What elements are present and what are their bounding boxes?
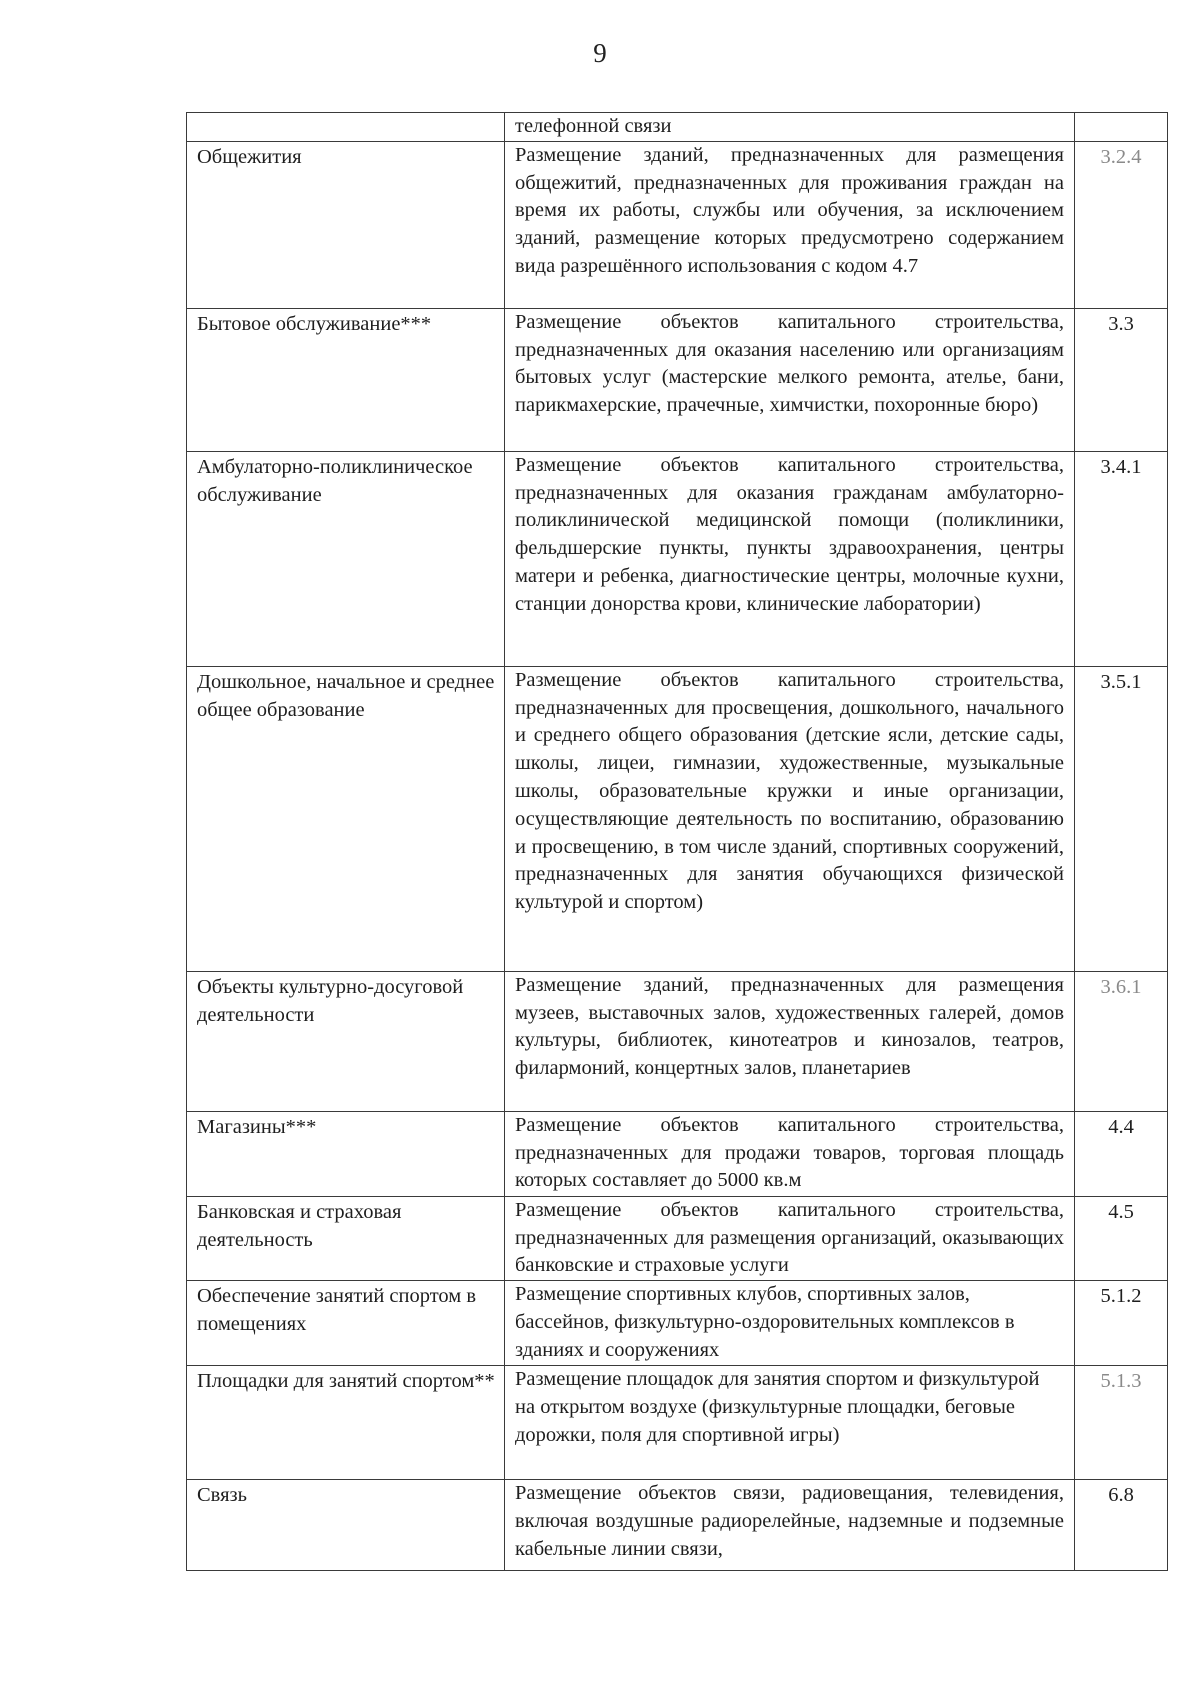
use-code: 5.1.2	[1100, 1285, 1142, 1308]
use-code	[1075, 113, 1167, 115]
use-name-cell	[187, 451, 505, 666]
table-row	[187, 971, 1168, 1111]
use-description: телефонной связи	[515, 115, 672, 137]
use-name: Площадки для занятий спортом**	[197, 1370, 495, 1393]
use-name-cell	[187, 1480, 505, 1571]
use-name-cell	[187, 1196, 505, 1280]
use-name: Объекты культурно-досуговой деятельности	[197, 975, 464, 1026]
table-row	[187, 308, 1168, 451]
use-code-cell	[1075, 308, 1168, 451]
use-code-cell	[1075, 1480, 1168, 1571]
use-code: 3.4.1	[1100, 455, 1142, 478]
use-description-cell	[505, 113, 1075, 142]
use-code-cell	[1075, 971, 1168, 1111]
land-use-table	[186, 112, 1168, 1571]
table-row	[187, 141, 1168, 308]
use-name-cell	[187, 1111, 505, 1196]
use-name	[187, 113, 504, 115]
use-code-cell	[1075, 666, 1168, 971]
use-description: Размещение объектов капитального строительства, предназначенных для просвещения, дошкольного, начального и среднего общего образования (детские ясли, детские сады, школы, лицеи, гимназии, художественные, музыкальные школы, образовательные кружки и иные организации, осуществляющие деятельность по воспитанию, образованию и просвещению, в том числе зданий, спортивных сооружений, предназначенных для занятия обучающихся физической культурой и спортом)	[515, 668, 1064, 914]
use-description-cell	[505, 1366, 1075, 1480]
table-row	[187, 1281, 1168, 1366]
use-code-cell	[1075, 141, 1168, 308]
use-code-cell	[1075, 1281, 1168, 1366]
table-row	[187, 1196, 1168, 1280]
use-description-cell	[505, 666, 1075, 971]
use-name: Связь	[197, 1484, 247, 1507]
use-name-cell	[187, 141, 505, 308]
use-code: 3.5.1	[1100, 670, 1142, 693]
use-description: Размещение площадок для занятия спортом и физкультурой на открытом воздухе (физкультурные площадки, беговые дорожки, поля для спортивной игры)	[515, 1368, 1040, 1446]
use-description: Размещение объектов капитального строительства, предназначенных для оказания гражданам амбулаторно-поликлинической медицинской помощи (поликлиники, фельдшерские пункты, пункты здравоохранения, центры матери и ребенка, диагностические центры, молочные кухни, станции донорства крови, клинические лаборатории)	[515, 453, 1064, 615]
use-name: Бытовое обслуживание***	[197, 312, 432, 335]
use-code: 4.5	[1108, 1200, 1134, 1223]
use-description-cell	[505, 1111, 1075, 1196]
use-code-cell	[1075, 1366, 1168, 1480]
table-row	[187, 451, 1168, 666]
use-code-cell	[1075, 1111, 1168, 1196]
use-description-cell	[505, 1480, 1075, 1571]
use-description: Размещение объектов капитального строительства, предназначенных для размещения организаций, оказывающих банковские и страховые услуги	[515, 1198, 1064, 1277]
use-code-cell	[1075, 451, 1168, 666]
use-name: Общежития	[197, 145, 302, 168]
table-row	[187, 113, 1168, 142]
use-name: Амбулаторно-поликлиническое обслуживание	[197, 455, 473, 506]
table-row	[187, 1366, 1168, 1480]
use-description: Размещение объектов капитального строительства, предназначенных для продажи товаров, торговая площадь которых составляет до 5000 кв.м	[515, 1113, 1064, 1192]
use-code: 3.6.1	[1100, 975, 1142, 998]
page-number: 9	[593, 38, 607, 68]
use-name-cell	[187, 666, 505, 971]
table-row	[187, 1111, 1168, 1196]
table-row	[187, 1480, 1168, 1571]
use-description: Размещение спортивных клубов, спортивных залов, бассейнов, физкультурно-оздоровительных комплексов в зданиях и сооружениях	[515, 1283, 1015, 1361]
use-code-cell	[1075, 113, 1168, 142]
use-code: 5.1.3	[1100, 1370, 1142, 1393]
use-description-cell	[505, 308, 1075, 451]
use-code: 4.4	[1108, 1115, 1134, 1138]
use-code: 3.2.4	[1100, 145, 1142, 168]
use-name-cell	[187, 308, 505, 451]
use-name-cell	[187, 1281, 505, 1366]
use-description: Размещение объектов связи, радиовещания, телевидения, включая воздушные радиорелейные, надземные и подземные кабельные линии связи,	[515, 1482, 1064, 1560]
use-name: Дошкольное, начальное и среднее общее образование	[197, 670, 495, 721]
use-code: 6.8	[1108, 1484, 1134, 1507]
use-name: Обеспечение занятий спортом в помещениях	[197, 1285, 477, 1335]
table-row	[187, 666, 1168, 971]
use-name-cell	[187, 113, 505, 142]
use-description-cell	[505, 1281, 1075, 1366]
use-description-cell	[505, 1196, 1075, 1280]
use-description: Размещение зданий, предназначенных для размещения общежитий, предназначенных для проживания граждан на время их работы, службы или обучения, за исключением зданий, размещение которых предусмотрено содержанием вида разрешённого использования с кодом 4.7	[515, 143, 1064, 277]
use-description: Размещение зданий, предназначенных для размещения музеев, выставочных залов, художественных галерей, домов культуры, библиотек, кинотеатров и кинозалов, театров, филармоний, концертных залов, планетариев	[515, 973, 1064, 1080]
use-code-cell	[1075, 1196, 1168, 1280]
use-description-cell	[505, 451, 1075, 666]
use-description-cell	[505, 141, 1075, 308]
use-description-cell	[505, 971, 1075, 1111]
use-name: Магазины***	[197, 1115, 317, 1138]
use-description: Размещение объектов капитального строительства, предназначенных для оказания населению или организациям бытовых услуг (мастерские мелкого ремонта, ателье, бани, парикмахерские, прачечные, химчистки, похоронные бюро)	[515, 310, 1064, 417]
use-code: 3.3	[1108, 312, 1134, 335]
use-name-cell	[187, 971, 505, 1111]
use-name-cell	[187, 1366, 505, 1480]
use-name: Банковская и страховая деятельность	[197, 1200, 402, 1251]
